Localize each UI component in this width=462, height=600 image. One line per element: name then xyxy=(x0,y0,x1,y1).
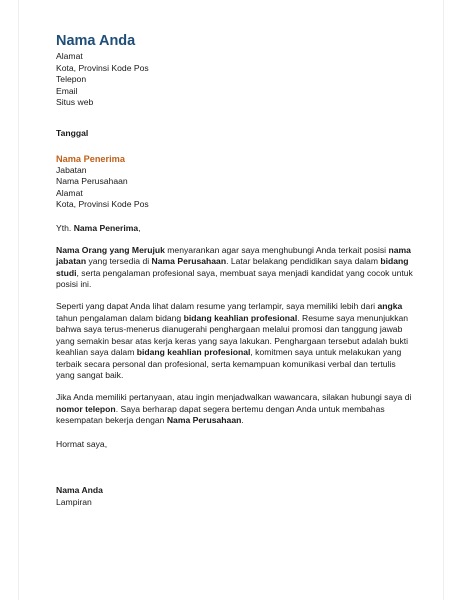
text-run: , komitmen saya untuk melakukan yang terbaik secara personal dan profesional, serta kemampuan komunikasi verbal dan tertulis yang sangat baik. xyxy=(56,347,402,381)
salutation[interactable] xyxy=(56,223,413,235)
text-run: . Latar belakang pendidikan saya dalam xyxy=(226,256,381,267)
salutation-suffix: , xyxy=(138,222,141,233)
text-run: . Resume saya menunjukkan bahwa saya terus-menerus dianugerahi penghargaan melalui promosi dan tanggung jawab yang semakin besar atas kerja keras yang saya lakukan. Penghargaan tersebut adalah bukti keahlian saya dalam xyxy=(56,312,409,358)
sender-email-line[interactable]: Email xyxy=(56,85,78,96)
recipient-address xyxy=(56,165,413,211)
sender-phone-line[interactable]: Telepon xyxy=(56,74,87,85)
recipient-address-line[interactable]: Alamat xyxy=(56,187,83,198)
salutation-recipient-name: Nama Penerima xyxy=(73,222,139,233)
sender-city-line[interactable]: Kota, Provinsi Kode Pos xyxy=(56,62,149,73)
recipient-name[interactable]: Nama Penerima xyxy=(56,153,125,164)
bold-text-run: bidang keahlian profesional xyxy=(136,347,251,358)
text-run: , serta pengalaman profesional saya, membuat saya menjadi kandidat yang cocok untuk posisi ini. xyxy=(56,267,413,290)
salutation-prefix: Yth. xyxy=(56,222,74,233)
bold-text-run: bidang keahlian profesional xyxy=(183,312,298,323)
bold-text-run: Nama Orang yang Merujuk xyxy=(56,244,165,255)
bold-text-run: bidang studi xyxy=(56,256,409,278)
text-run: tahun pengalaman dalam bidang xyxy=(56,312,184,323)
bold-text-run: nama jabatan xyxy=(56,244,411,267)
recipient-company-line[interactable]: Nama Perusahaan xyxy=(56,176,128,187)
recipient-city-line[interactable]: Kota, Provinsi Kode Pos xyxy=(56,199,149,210)
enclosure-line[interactable]: Lampiran xyxy=(56,497,92,508)
bold-text-run: Nama Perusahaan xyxy=(166,415,242,426)
sender-address xyxy=(56,51,413,109)
recipient-title-line[interactable]: Jabatan xyxy=(56,164,87,175)
body-paragraph-1[interactable] xyxy=(56,245,413,291)
closing-phrase[interactable]: Hormat saya, xyxy=(56,438,108,449)
bold-text-run: angka xyxy=(377,300,403,311)
letter-body xyxy=(56,32,413,509)
text-run: menyarankan agar saya menghubungi Anda terkait posisi xyxy=(164,244,389,255)
body-paragraph-2[interactable] xyxy=(56,301,413,382)
text-run: . xyxy=(241,415,244,426)
signer-name[interactable]: Nama Anda xyxy=(56,485,103,496)
text-run: Jika Anda memiliki pertanyaan, atau ingin menjadwalkan wawancara, silakan hubungi saya di xyxy=(56,392,412,403)
bold-text-run: nomor telepon xyxy=(56,403,116,414)
document-page xyxy=(18,0,444,600)
text-run: Seperti yang dapat Anda lihat dalam resume yang terlampir, saya memiliki lebih dari xyxy=(56,300,378,311)
body-paragraph-3[interactable] xyxy=(56,392,413,427)
sender-name[interactable]: Nama Anda xyxy=(56,33,136,49)
sender-address-line[interactable]: Alamat xyxy=(56,51,83,61)
bold-text-run: Nama Perusahaan xyxy=(151,256,227,267)
text-run: . Saya berharap dapat segera bertemu dengan Anda untuk membahas kesempatan bekerja dengan xyxy=(56,403,385,426)
sender-website-line[interactable]: Situs web xyxy=(56,97,94,108)
letter-date[interactable]: Tanggal xyxy=(56,127,89,138)
text-run: yang tersedia di xyxy=(86,256,152,267)
